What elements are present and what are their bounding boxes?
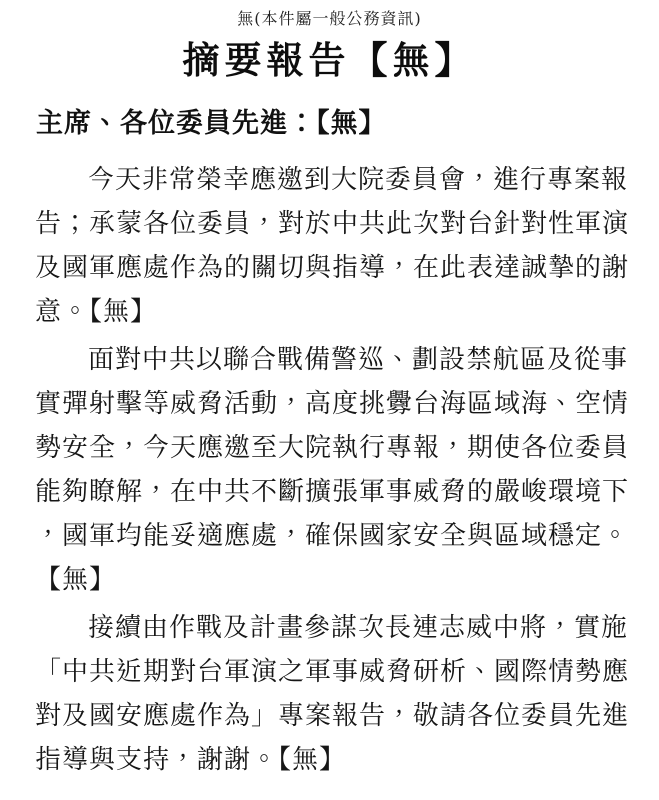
text-line: 「中共近期對台軍演之軍事威脅研析、國際情勢應	[35, 657, 630, 687]
classification-note: 無(本件屬一般公務資訊)	[237, 9, 422, 28]
salutation-heading: 主席、各位委員先進：【無】	[36, 108, 387, 139]
paragraph-2	[35, 338, 631, 602]
document-body	[35, 158, 631, 782]
text-line: 能夠瞭解，在中共不斷擴張軍事威脅的嚴峻環境下	[35, 477, 630, 507]
text-line: 【無】	[35, 565, 117, 595]
text-line: 意。【無】	[35, 297, 158, 327]
text-line: 對及國安應處作為」專案報告，敬請各位委員先進	[35, 701, 630, 731]
paragraph-1	[35, 158, 631, 334]
text-line: 面對中共以聯合戰備警巡、劃設禁航區及從事	[88, 345, 629, 375]
text-line: 指導與支持，謝謝。【無】	[35, 745, 347, 775]
text-line: 勢安全，今天應邀至大院執行專報，期使各位委員	[35, 433, 630, 463]
document-title: 摘要報告【無】	[182, 38, 477, 82]
text-line: 今天非常榮幸應邀到大院委員會，進行專案報	[88, 165, 629, 195]
text-line: 告；承蒙各位委員，對於中共此次對台針對性軍演	[35, 209, 630, 239]
text-line: 接續由作戰及計畫參謀次長連志威中將，實施	[88, 613, 629, 643]
paragraph-3	[35, 606, 631, 782]
text-line: 及國軍應處作為的關切與指導，在此表達誠摯的謝	[35, 253, 630, 283]
text-line: ，國軍均能妥適應處，確保國家安全與區域穩定。	[35, 521, 630, 551]
text-line: 實彈射擊等威脅活動，高度挑釁台海區域海、空情	[35, 389, 630, 419]
